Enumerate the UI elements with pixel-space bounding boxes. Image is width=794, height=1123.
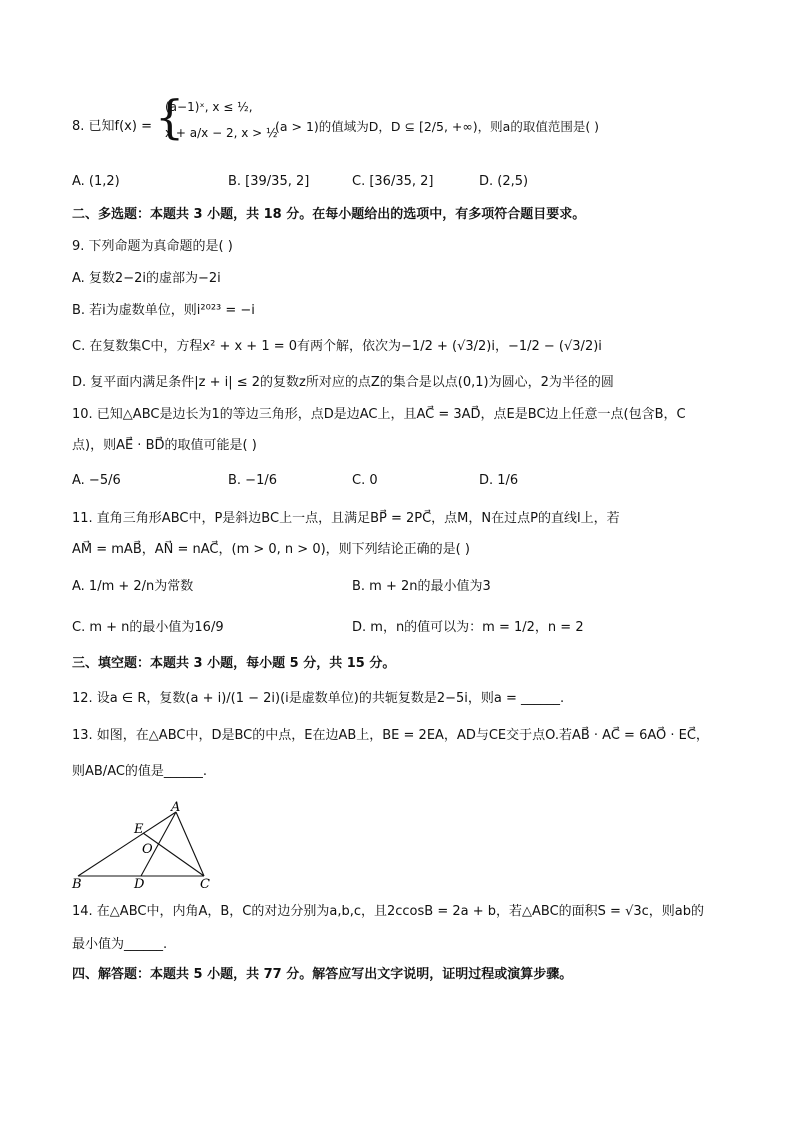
- q10-option-d: D. 1/6: [479, 473, 519, 488]
- q8-lead: 8. 已知f(x) =: [72, 119, 152, 134]
- label-d: D: [134, 877, 145, 890]
- section-4-heading: 四、解答题：本题共 5 小题，共 77 分。解答应写出文字说明，证明过程或演算步骤。: [72, 967, 573, 982]
- q8-option-a: A. (1,2): [72, 174, 120, 189]
- q11-option-c: C. m + n的最小值为16/9: [72, 620, 224, 635]
- q13-line2: 则AB/AC的值是______.: [72, 764, 208, 779]
- q11-stem-line1: 11. 直角三角形ABC中，P是斜边BC上一点，且满足BP⃗ = 2PC⃗，点M，N在过点P的直线l上，若: [72, 511, 620, 526]
- q10-option-c: C. 0: [352, 473, 378, 488]
- q8-brace: {: [155, 90, 185, 144]
- q9-option-c: C. 在复数集C中，方程x² + x + 1 = 0有两个解，依次为−1/2 + (√3/2)i，−1/2 − (√3/2)i: [72, 339, 602, 354]
- label-a: A: [171, 800, 181, 815]
- q14-line2: 最小值为______.: [72, 937, 168, 952]
- q14-line1: 14. 在△ABC中，内角A，B，C的对边分别为a,b,c，且2ccosB = 2a + b，若△ABC的面积S = √3c，则ab的: [72, 904, 704, 919]
- q10-option-a: A. −5/6: [72, 473, 121, 488]
- q9-stem: 9. 下列命题为真命题的是( ): [72, 239, 233, 254]
- q8-option-b: B. [39/35, 2]: [228, 174, 310, 189]
- q8-case1: (a−1)ˣ, x ≤ ½,: [165, 100, 253, 114]
- q12-text: 12. 设a ∈ R，复数(a + i)/(1 − 2i)(i是虚数单位)的共轭复数是2−5i，则a = ______.: [72, 691, 565, 706]
- label-c: C: [200, 877, 210, 890]
- q9-option-b: B. 若i为虚数单位，则i²⁰²³ = −i: [72, 303, 255, 318]
- q11-option-b: B. m + 2n的最小值为3: [352, 579, 491, 594]
- q8-option-c: C. [36/35, 2]: [352, 174, 434, 189]
- q11-stem-line2: AM⃗ = mAB⃗，AN⃗ = nAC⃗，(m > 0, n > 0)，则下列结论正确的是( ): [72, 542, 470, 557]
- q9-option-a: A. 复数2−2i的虚部为−2i: [72, 271, 221, 286]
- section-3-heading: 三、填空题：本题共 3 小题，每小题 5 分，共 15 分。: [72, 656, 396, 671]
- q11-option-d: D. m，n的值可以为：m = 1/2，n = 2: [352, 620, 584, 635]
- q8-tail: (a > 1)的值域为D，D ⊆ [2/5, +∞)，则a的取值范围是( ): [275, 119, 600, 134]
- label-e: E: [134, 822, 144, 837]
- q11-option-a: A. 1/m + 2/n为常数: [72, 579, 194, 594]
- q10-stem-line1: 10. 已知△ABC是边长为1的等边三角形，点D是边AC上，且AC⃗ = 3AD⃗，点E是BC边上任意一点(包含B，C: [72, 407, 686, 422]
- side-ab: [78, 812, 176, 876]
- q10-option-b: B. −1/6: [228, 473, 277, 488]
- q13-line1: 13. 如图，在△ABC中，D是BC的中点，E在边AB上，BE = 2EA，AD与CE交于点O.若AB⃗ · AC⃗ = 6AO⃗ · EC⃗，: [72, 728, 709, 743]
- section-2-heading: 二、多选题：本题共 3 小题，共 18 分。在每小题给出的选项中，有多项符合题目要求。: [72, 207, 586, 222]
- label-b: B: [72, 877, 82, 890]
- q13-triangle-figure: [70, 798, 220, 890]
- q8-case2: x + a/x − 2, x > ½: [165, 126, 278, 140]
- label-o: O: [142, 842, 153, 857]
- q10-stem-line2: 点)，则AE⃗ · BD⃗的取值可能是( ): [72, 438, 257, 453]
- q8-option-d: D. (2,5): [479, 174, 529, 189]
- q9-option-d: D. 复平面内满足条件|z + i| ≤ 2的复数z所对应的点Z的集合是以点(0,1)为圆心，2为半径的圆: [72, 375, 614, 390]
